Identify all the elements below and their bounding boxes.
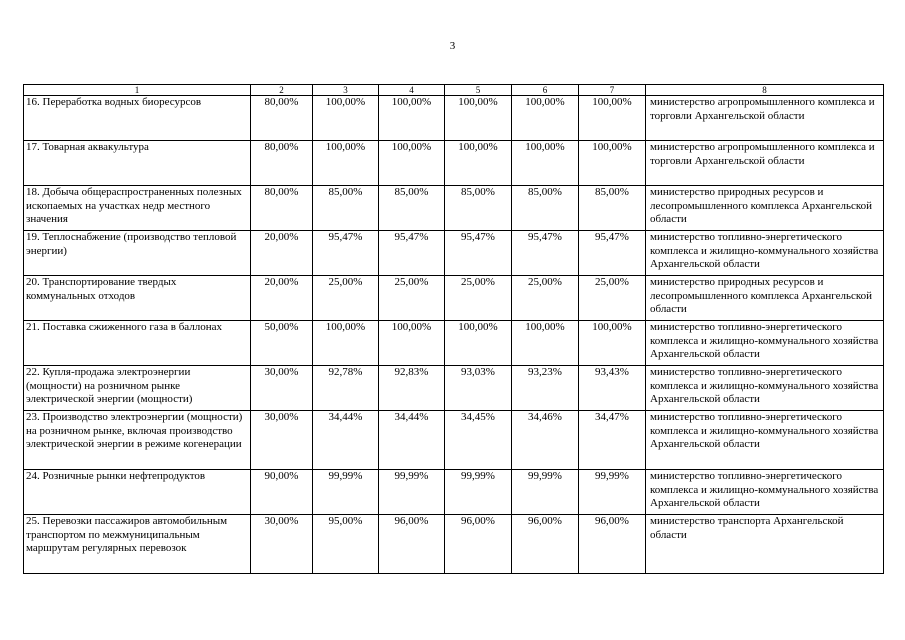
value-cell: 96,00% [445,515,512,574]
value-cell: 85,00% [445,186,512,231]
header-cell: 8 [646,85,884,96]
indicators-table [23,84,884,574]
value-cell: 100,00% [445,96,512,141]
value-cell: 100,00% [379,321,445,366]
value-cell: 99,99% [313,470,379,515]
value-cell: 99,99% [512,470,579,515]
value-cell: 34,45% [445,411,512,470]
header-cell: 2 [251,85,313,96]
value-cell: 80,00% [251,186,313,231]
value-cell: 25,00% [313,276,379,321]
header-cell: 7 [579,85,646,96]
value-cell: 25,00% [512,276,579,321]
ministry-cell: министерство транспорта Архангельской области [646,515,884,574]
value-cell: 96,00% [579,515,646,574]
ministry-cell: министерство природных ресурсов и лесопромышленного комплекса Архангельской области [646,186,884,231]
value-cell: 85,00% [379,186,445,231]
table-row [24,321,884,366]
header-cell: 1 [24,85,251,96]
table-row [24,141,884,186]
market-name-cell: 25. Перевозки пассажиров автомобильным транспортом по межмуниципальным маршрутам регулярных перевозок [24,515,251,574]
value-cell: 95,47% [379,231,445,276]
value-cell: 100,00% [579,321,646,366]
value-cell: 20,00% [251,231,313,276]
value-cell: 34,44% [379,411,445,470]
value-cell: 99,99% [445,470,512,515]
market-name-cell: 16. Переработка водных биоресурсов [24,96,251,141]
value-cell: 100,00% [579,141,646,186]
value-cell: 93,43% [579,366,646,411]
header-cell: 3 [313,85,379,96]
value-cell: 100,00% [512,321,579,366]
table-row [24,276,884,321]
value-cell: 30,00% [251,366,313,411]
value-cell: 95,47% [445,231,512,276]
value-cell: 92,83% [379,366,445,411]
value-cell: 90,00% [251,470,313,515]
market-name-cell: 20. Транспортирование твердых коммунальных отходов [24,276,251,321]
market-name-cell: 24. Розничные рынки нефтепродуктов [24,470,251,515]
ministry-cell: министерство топливно-энергетического комплекса и жилищно-коммунального хозяйства Архангельской области [646,470,884,515]
value-cell: 34,44% [313,411,379,470]
value-cell: 30,00% [251,515,313,574]
market-name-cell: 18. Добыча общераспространенных полезных ископаемых на участках недр местного значения [24,186,251,231]
page-number: 3 [449,40,456,52]
ministry-cell: министерство топливно-энергетического комплекса и жилищно-коммунального хозяйства Архангельской области [646,321,884,366]
value-cell: 93,03% [445,366,512,411]
ministry-cell: министерство топливно-энергетического комплекса и жилищно-коммунального хозяйства Архангельской области [646,411,884,470]
value-cell: 95,47% [313,231,379,276]
table-row [24,366,884,411]
value-cell: 85,00% [579,186,646,231]
value-cell: 25,00% [379,276,445,321]
table-row [24,96,884,141]
value-cell: 100,00% [379,96,445,141]
value-cell: 34,46% [512,411,579,470]
value-cell: 92,78% [313,366,379,411]
value-cell: 96,00% [512,515,579,574]
value-cell: 95,47% [579,231,646,276]
ministry-cell: министерство агропромышленного комплекса и торговли Архангельской области [646,141,884,186]
value-cell: 100,00% [313,321,379,366]
value-cell: 80,00% [251,96,313,141]
value-cell: 100,00% [512,96,579,141]
value-cell: 50,00% [251,321,313,366]
value-cell: 100,00% [512,141,579,186]
market-name-cell: 21. Поставка сжиженного газа в баллонах [24,321,251,366]
value-cell: 100,00% [579,96,646,141]
header-cell: 4 [379,85,445,96]
table-row [24,411,884,470]
table-row [24,470,884,515]
value-cell: 100,00% [445,321,512,366]
value-cell: 100,00% [445,141,512,186]
table-row [24,186,884,231]
value-cell: 25,00% [579,276,646,321]
value-cell: 96,00% [379,515,445,574]
value-cell: 95,00% [313,515,379,574]
value-cell: 93,23% [512,366,579,411]
value-cell: 25,00% [445,276,512,321]
header-row [24,85,884,96]
value-cell: 95,47% [512,231,579,276]
header-cell: 6 [512,85,579,96]
ministry-cell: министерство топливно-энергетического комплекса и жилищно-коммунального хозяйства Архангельской области [646,231,884,276]
ministry-cell: министерство топливно-энергетического комплекса и жилищно-коммунального хозяйства Архангельской области [646,366,884,411]
value-cell: 100,00% [379,141,445,186]
market-name-cell: 19. Теплоснабжение (производство тепловой энергии) [24,231,251,276]
market-name-cell: 22. Купля-продажа электроэнергии (мощности) на розничном рынке электрической энергии (мощности) [24,366,251,411]
value-cell: 99,99% [379,470,445,515]
value-cell: 30,00% [251,411,313,470]
value-cell: 20,00% [251,276,313,321]
ministry-cell: министерство природных ресурсов и лесопромышленного комплекса Архангельской области [646,276,884,321]
value-cell: 85,00% [313,186,379,231]
value-cell: 85,00% [512,186,579,231]
market-name-cell: 17. Товарная аквакультура [24,141,251,186]
table-row [24,515,884,574]
header-cell: 5 [445,85,512,96]
value-cell: 100,00% [313,141,379,186]
value-cell: 34,47% [579,411,646,470]
table-row [24,231,884,276]
market-name-cell: 23. Производство электроэнергии (мощности) на розничном рынке, включая производство электрической энергии в режиме когенерации [24,411,251,470]
value-cell: 100,00% [313,96,379,141]
value-cell: 99,99% [579,470,646,515]
value-cell: 80,00% [251,141,313,186]
ministry-cell: министерство агропромышленного комплекса и торговли Архангельской области [646,96,884,141]
